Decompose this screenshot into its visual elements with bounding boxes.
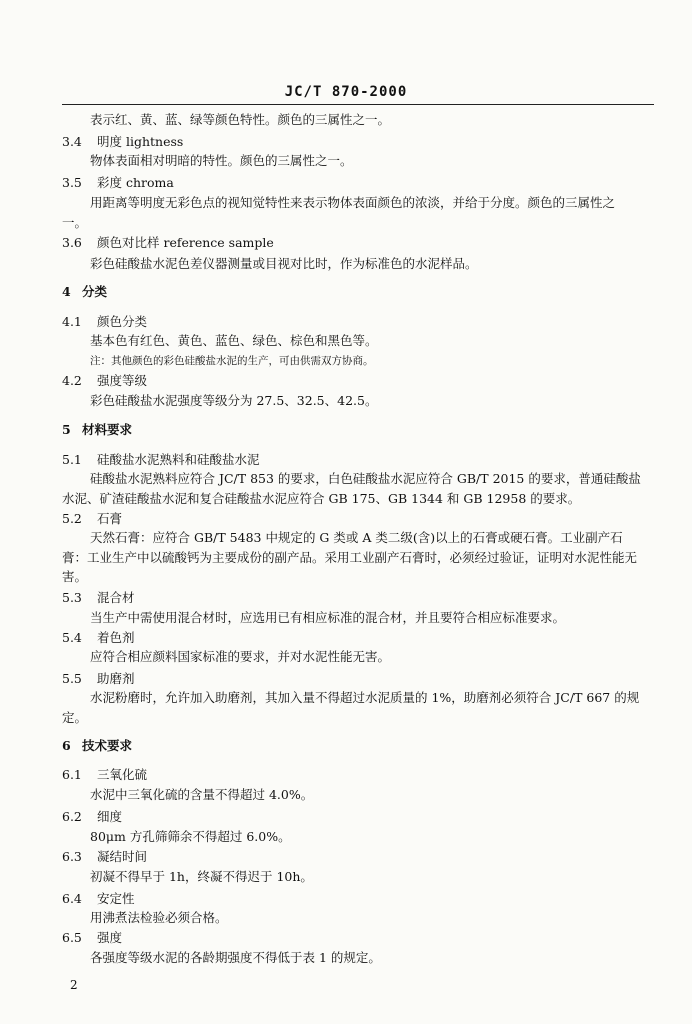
section-number: 3.6 <box>62 235 82 250</box>
section-number: 4 <box>62 284 71 299</box>
section-title: 颜色对比样 reference sample <box>97 235 274 250</box>
paragraph-line: 初凝不得早于 1h，终凝不得迟于 10h。 <box>90 869 313 884</box>
section-number: 3.5 <box>62 175 82 190</box>
section-title: 分类 <box>82 284 108 299</box>
paragraph-line: 一。 <box>62 215 88 230</box>
section-title: 助磨剂 <box>97 671 135 686</box>
paragraph-line: 彩色硅酸盐水泥色差仪器测量或目视对比时，作为标准色的水泥样品。 <box>90 256 478 271</box>
paragraph-line: 硅酸盐水泥熟料应符合 JC/T 853 的要求，白色硅酸盐水泥应符合 GB/T 2015 的要求，普通硅酸盐 <box>90 471 641 486</box>
paragraph-line: 用距离等明度无彩色点的视知觉特性来表示物体表面颜色的浓淡，并给于分度。颜色的三属性之 <box>90 195 616 210</box>
paragraph-line: 彩色硅酸盐水泥强度等级分为 27.5、32.5、42.5。 <box>90 393 378 408</box>
section-title: 安定性 <box>97 891 135 906</box>
section-title: 彩度 chroma <box>97 175 174 190</box>
section-title: 硅酸盐水泥熟料和硅酸盐水泥 <box>97 452 260 467</box>
section-number: 5.1 <box>62 452 82 467</box>
section-title: 细度 <box>97 809 123 824</box>
section-number: 6.4 <box>62 891 82 906</box>
section-title: 明度 lightness <box>97 134 184 149</box>
paragraph-line: 水泥、矿渣硅酸盐水泥和复合硅酸盐水泥应符合 GB 175、GB 1344 和 GB 12958 的要求。 <box>62 491 581 506</box>
paragraph-line: 基本色有红色、黄色、蓝色、绿色、棕色和黑色等。 <box>90 333 378 348</box>
section-title: 颜色分类 <box>97 314 148 329</box>
paragraph-line: 定。 <box>62 710 88 725</box>
paragraph-line: 物体表面相对明暗的特性。颜色的三属性之一。 <box>90 153 353 168</box>
paragraph-line: 各强度等级水泥的各龄期强度不得低于表 1 的规定。 <box>90 950 381 965</box>
section-number: 5.3 <box>62 590 82 605</box>
paragraph-line: 害。 <box>62 569 88 584</box>
paragraph-line: 水泥中三氧化硫的含量不得超过 4.0%。 <box>90 787 314 802</box>
standard-code-header: JC/T 870-2000 <box>284 84 408 100</box>
section-number: 3.4 <box>62 134 82 149</box>
section-number: 5.4 <box>62 630 82 645</box>
section-title: 凝结时间 <box>97 849 148 864</box>
section-number: 6.3 <box>62 849 82 864</box>
section-number: 6.1 <box>62 767 82 782</box>
section-number: 4.2 <box>62 373 82 388</box>
section-title: 强度等级 <box>97 373 148 388</box>
section-number: 5.5 <box>62 671 82 686</box>
note-line: 注：其他颜色的彩色硅酸盐水泥的生产，可由供需双方协商。 <box>90 355 374 367</box>
section-title: 技术要求 <box>82 738 133 753</box>
section-title: 石膏 <box>97 511 123 526</box>
page-number: 2 <box>70 978 78 992</box>
section-number: 6.2 <box>62 809 82 824</box>
paragraph-line: 膏：工业生产中以硫酸钙为主要成份的副产品。采用工业副产石膏时，必须经过验证，证明对水泥性能无 <box>62 550 638 565</box>
section-number: 5.2 <box>62 511 82 526</box>
section-number: 5 <box>62 422 71 437</box>
paragraph-line: 80μm 方孔筛筛余不得超过 6.0%。 <box>90 829 291 844</box>
paragraph-line: 应符合相应颜料国家标准的要求，并对水泥性能无害。 <box>90 649 391 664</box>
section-title: 材料要求 <box>82 422 133 437</box>
paragraph-line: 当生产中需使用混合材时，应选用已有相应标准的混合材，并且要符合相应标准要求。 <box>90 610 566 625</box>
paragraph-line: 表示红、黄、蓝、绿等颜色特性。颜色的三属性之一。 <box>90 112 391 127</box>
section-number: 6.5 <box>62 930 82 945</box>
section-title: 着色剂 <box>97 630 135 645</box>
paragraph-line: 用沸煮法检验必须合格。 <box>90 910 228 925</box>
section-number: 4.1 <box>62 314 82 329</box>
section-title: 强度 <box>97 930 123 945</box>
section-title: 三氧化硫 <box>97 767 148 782</box>
paragraph-line: 水泥粉磨时，允许加入助磨剂，其加入量不得超过水泥质量的 1%，助磨剂必须符合 JC/T 667 的规 <box>90 690 640 705</box>
section-number: 6 <box>62 738 71 753</box>
section-title: 混合材 <box>97 590 135 605</box>
paragraph-line: 天然石膏：应符合 GB/T 5483 中规定的 G 类或 A 类二级(含)以上的石膏或硬石膏。工业副产石 <box>90 530 623 545</box>
